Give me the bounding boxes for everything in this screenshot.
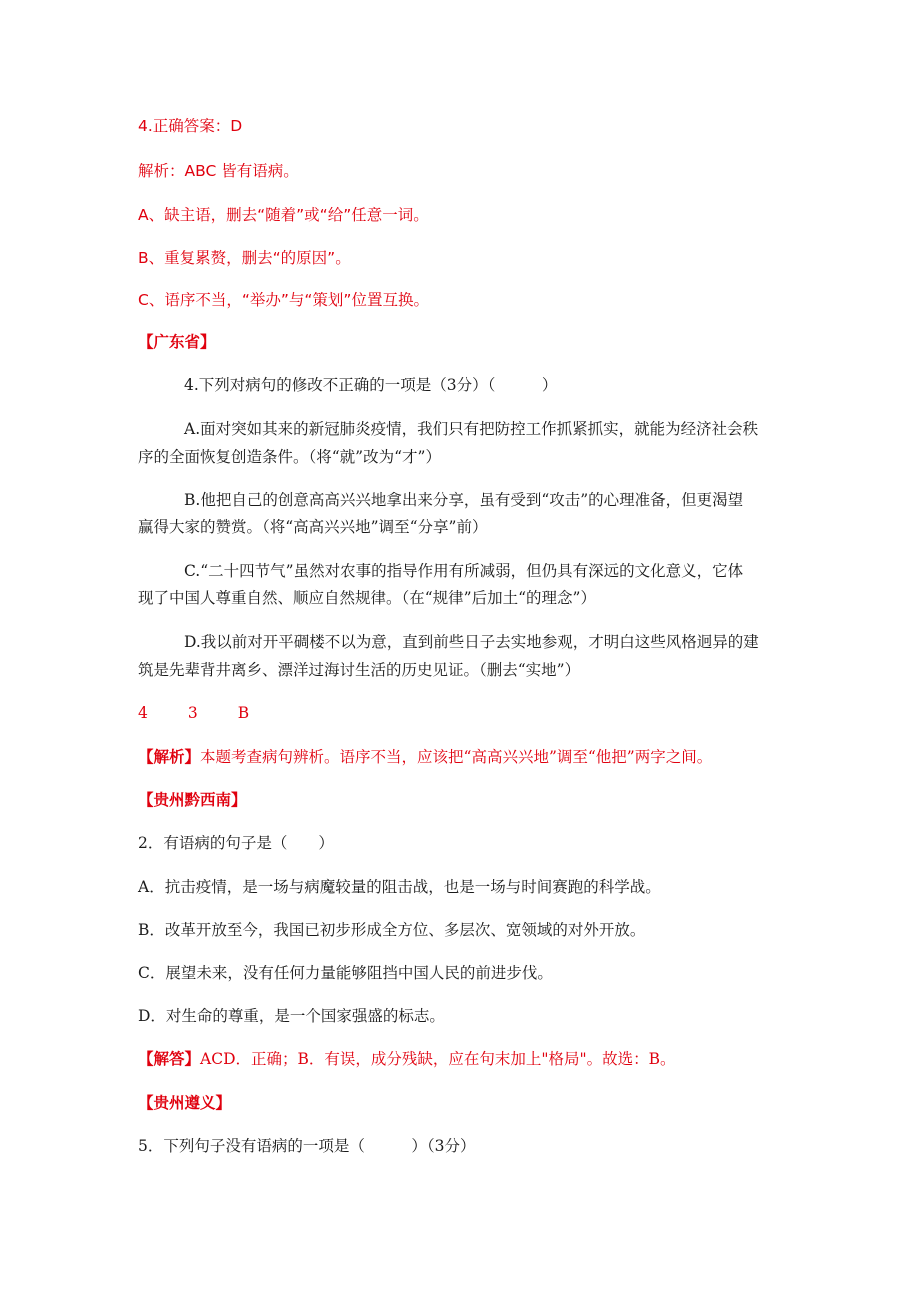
option-c: C．展望未来，没有任何力量能够阻挡中国人民的前进步伐。 bbox=[138, 964, 553, 982]
answer-text: ACD．正确；B．有误，成分残缺，应在句末加上"格局"。故选：B。 bbox=[200, 1050, 676, 1068]
answer-item-a: A、缺主语，删去“随着”或“给”任意一词。 bbox=[138, 206, 429, 224]
answer-score: 3 bbox=[187, 704, 198, 722]
question-text: 2．有语病的句子是（ ） bbox=[138, 834, 334, 852]
option-a: A．抗击疫情，是一场与病魔较量的阻击战，也是一场与时间赛跑的科学战。 bbox=[138, 878, 661, 896]
option-a-line1: A.面对突如其来的新冠肺炎疫情，我们只有把防控工作抓紧抓实，就能为经济社会秩 bbox=[184, 420, 759, 438]
answer-analysis: 解析：ABC 皆有语病。 bbox=[138, 162, 299, 180]
answer-item-c: C、语序不当，“举办”与“策划”位置互换。 bbox=[138, 291, 429, 309]
question-text: 4.下列对病句的修改不正确的一项是（3分）（ ） bbox=[184, 376, 558, 394]
region-heading-qianxinan: 【贵州黔西南】 bbox=[138, 791, 247, 809]
region-heading-guangdong: 【广东省】 bbox=[138, 333, 216, 351]
answer-label: 【解答】 bbox=[138, 1050, 201, 1068]
option-d-line1: D.我以前对开平碉楼不以为意，直到前些日子去实地参观，才明白这些风格迥异的建 bbox=[184, 633, 759, 651]
region-heading-zunyi: 【贵州遵义】 bbox=[138, 1094, 232, 1112]
analysis-label: 【解析】 bbox=[138, 748, 201, 766]
option-b-line1: B.他把自己的创意高高兴兴地拿出来分享，虽有受到“攻击”的心理准备，但更渴望 bbox=[184, 491, 744, 509]
option-d: D．对生命的尊重，是一个国家强盛的标志。 bbox=[138, 1007, 445, 1025]
answer-item-b: B、重复累赘，删去“的原因”。 bbox=[138, 249, 351, 267]
question-text: 5．下列句子没有语病的一项是（ ）（3分） bbox=[138, 1137, 476, 1155]
analysis-text: 本题考查病句辨析。语序不当，应该把“高高兴兴地”调至“他把”两字之间。 bbox=[200, 748, 713, 766]
answer-row bbox=[138, 703, 249, 723]
option-b: B．改革开放至今，我国已初步形成全方位、多层次、宽领域的对外开放。 bbox=[138, 921, 646, 939]
option-a-line2: 序的全面恢复创造条件。（将“就”改为“才”） bbox=[138, 448, 441, 466]
option-c-line2: 现了中国人尊重自然、顺应自然规律。（在“规律”后加土“的理念”） bbox=[138, 589, 596, 607]
analysis-row bbox=[138, 747, 712, 767]
option-d-line2: 筑是先辈背井离乡、漂洋过海讨生活的历史见证。（删去“实地”） bbox=[138, 661, 581, 679]
answer-letter: B bbox=[237, 704, 250, 722]
option-b-line2: 赢得大家的赞赏。（将“高高兴兴地”调至“分享”前） bbox=[138, 518, 488, 536]
answer-number: 4 bbox=[138, 704, 148, 722]
answer-row bbox=[138, 1049, 676, 1069]
option-c-line1: C.“二十四节气”虽然对农事的指导作用有所减弱，但仍具有深远的文化意义，它体 bbox=[184, 562, 744, 580]
answer-title: 4.正确答案：D bbox=[138, 117, 243, 135]
